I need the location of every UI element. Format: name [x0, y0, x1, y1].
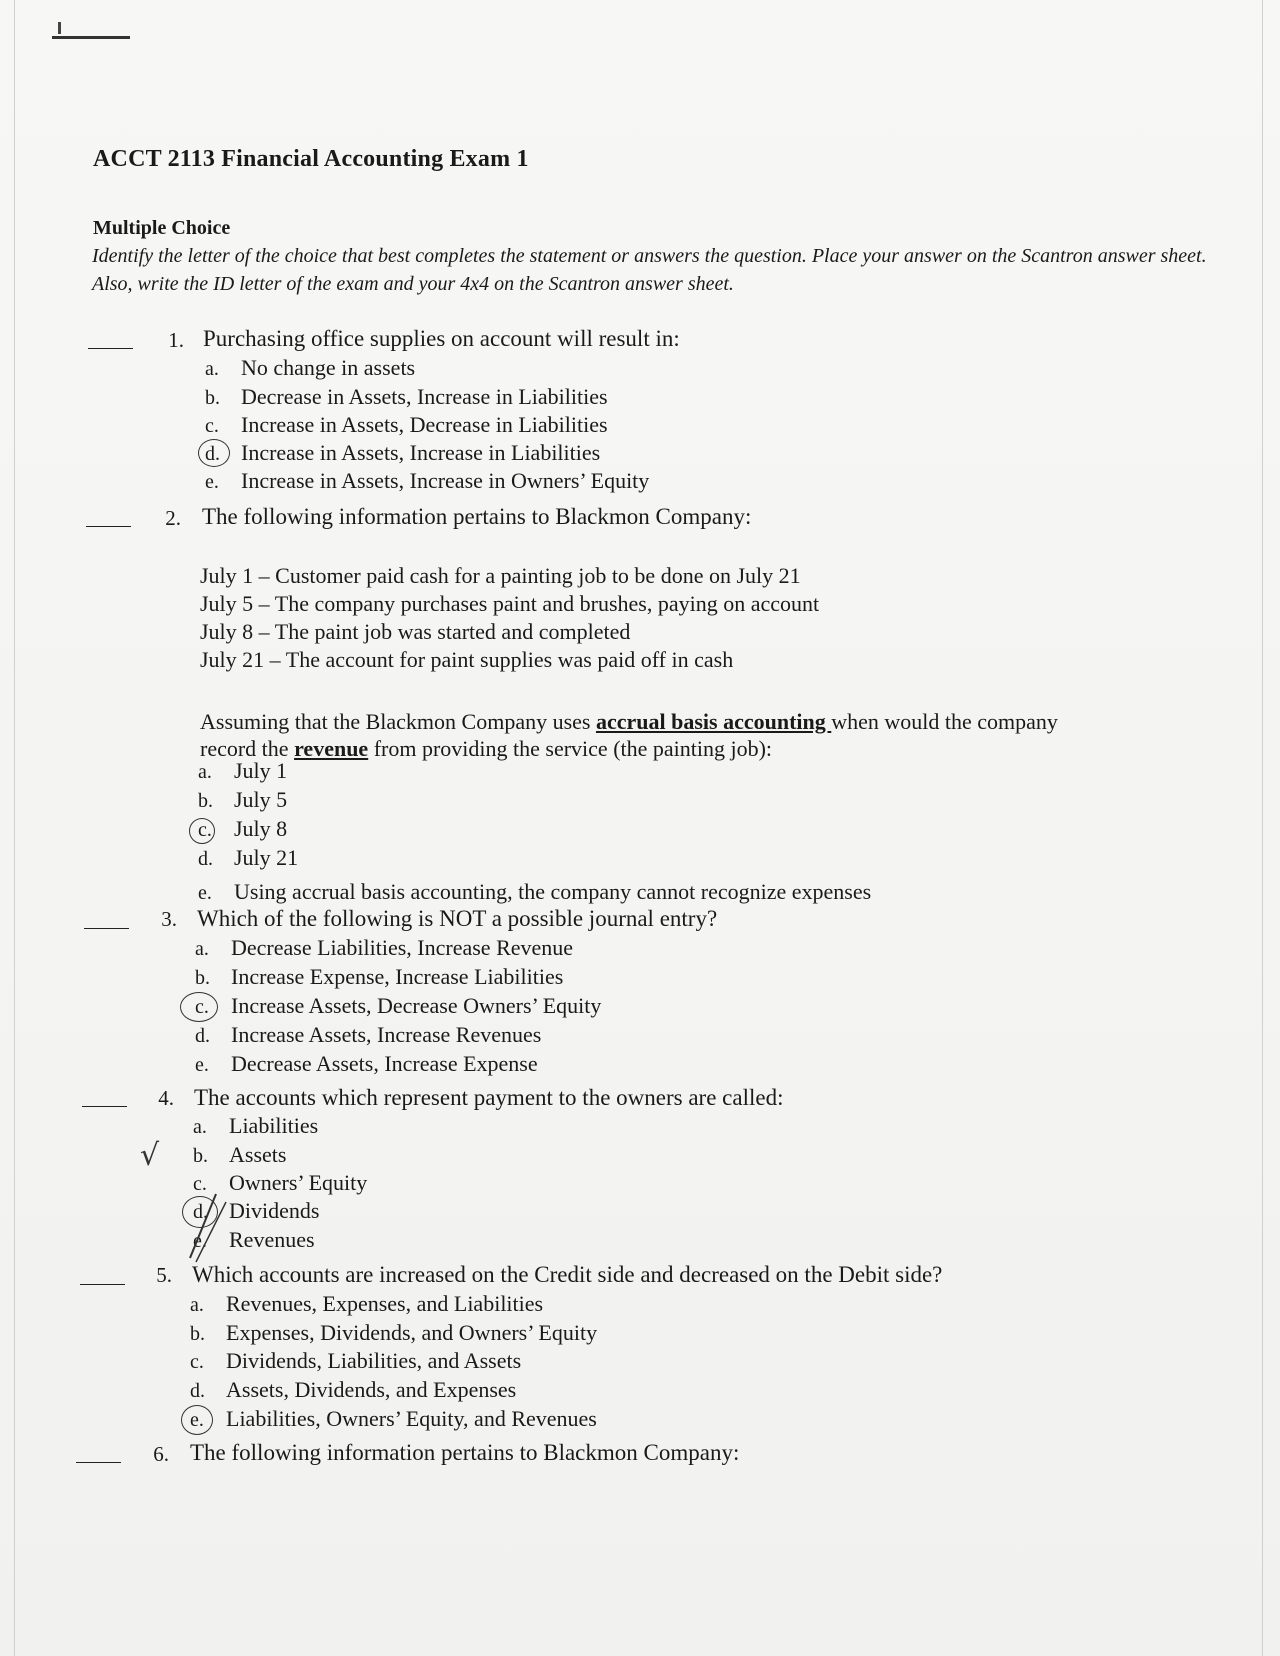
question-stem: Which accounts are increased on the Credit side and decreased on the Debit side? — [192, 1262, 943, 1287]
question-prompt-line2: record the revenue from providing the service (the painting job): — [200, 736, 773, 761]
option: a. July 1 — [198, 758, 288, 783]
checkmark-icon: √ — [140, 1138, 160, 1173]
answer-circle-mark — [189, 818, 215, 844]
answer-circle-mark — [180, 992, 218, 1022]
option-selected: c. July 8 — [198, 816, 288, 841]
answer-blank[interactable] — [82, 1106, 127, 1107]
info-line: July 21 – The account for paint supplies was paid off in cash — [200, 647, 734, 672]
option: d. Assets, Dividends, and Expenses — [190, 1377, 517, 1402]
option: a. Liabilities — [193, 1113, 319, 1138]
question-stem: The accounts which represent payment to the owners are called: — [194, 1085, 784, 1110]
question-stem: Purchasing office supplies on account will result in: — [203, 326, 680, 351]
info-line: July 5 – The company purchases paint and brushes, paying on account — [200, 591, 820, 616]
staple-mark — [52, 36, 130, 39]
option: a. No change in assets — [205, 355, 416, 380]
answer-blank[interactable] — [86, 526, 131, 527]
option: b. Decrease in Assets, Increase in Liabilities — [205, 384, 608, 409]
exam-title: ACCT 2113 Financial Accounting Exam 1 — [93, 146, 529, 172]
answer-circle-mark — [198, 439, 230, 467]
question-number: 2. — [165, 506, 181, 530]
question-number: 3. — [161, 907, 177, 931]
option: b. July 5 — [198, 787, 288, 812]
option: a. Revenues, Expenses, and Liabilities — [190, 1291, 544, 1316]
option-selected: d. Dividends — [193, 1198, 320, 1223]
question-number: 5. — [156, 1263, 172, 1287]
question-stem: Which of the following is NOT a possible journal entry? — [197, 906, 718, 931]
option: c. Owners’ Equity — [193, 1170, 368, 1195]
answer-blank[interactable] — [88, 348, 133, 349]
question-number: 6. — [153, 1442, 169, 1466]
option: c. Increase in Assets, Decrease in Liabilities — [205, 412, 608, 437]
question-stem: The following information pertains to Blackmon Company: — [190, 1440, 740, 1465]
option: d. Increase Assets, Increase Revenues — [195, 1022, 542, 1047]
option: b. Assets — [193, 1142, 287, 1167]
question-number: 1. — [168, 328, 184, 352]
option: e. Decrease Assets, Increase Expense — [195, 1051, 538, 1076]
question-number: 4. — [158, 1086, 174, 1110]
question-prompt: Assuming that the Blackmon Company uses accrual basis accounting when would the company — [200, 709, 1058, 734]
scan-edge-right — [1262, 0, 1263, 1656]
instructions: Identify the letter of the choice that best completes the statement or answers the question. Place your answer on the Scantron answer sheet. Also, write the ID letter of the exam and your 4x4 on the Scantron answer sheet. — [92, 245, 1207, 295]
answer-blank[interactable] — [76, 1462, 121, 1463]
option: a. Decrease Liabilities, Increase Revenue — [195, 935, 574, 960]
option: e. Increase in Assets, Increase in Owners’ Equity — [205, 468, 650, 493]
answer-blank[interactable] — [80, 1284, 125, 1285]
option-selected: e. Liabilities, Owners’ Equity, and Revenues — [190, 1406, 597, 1431]
option-selected: d. Increase in Assets, Increase in Liabilities — [205, 440, 601, 465]
info-line: July 8 – The paint job was started and completed — [200, 619, 631, 644]
option: b. Expenses, Dividends, and Owners’ Equity — [190, 1320, 598, 1345]
section-title: Multiple Choice — [93, 217, 231, 239]
option: e. Revenues — [193, 1227, 315, 1252]
staple-mark-tick — [58, 22, 61, 34]
scan-edge-left — [14, 0, 15, 1656]
option: b. Increase Expense, Increase Liabilities — [195, 964, 564, 989]
option: c. Dividends, Liabilities, and Assets — [190, 1348, 522, 1373]
option-selected: c. Increase Assets, Decrease Owners’ Equity — [195, 993, 602, 1018]
answer-circle-mark — [181, 1405, 213, 1435]
option: d. July 21 — [198, 845, 299, 870]
info-line: July 1 – Customer paid cash for a painting job to be done on July 21 — [200, 563, 801, 588]
option: e. Using accrual basis accounting, the company cannot recognize expenses — [198, 879, 872, 904]
answer-blank[interactable] — [84, 928, 129, 929]
question-stem: The following information pertains to Blackmon Company: — [202, 504, 752, 529]
pen-scribble-icon — [176, 1188, 236, 1266]
